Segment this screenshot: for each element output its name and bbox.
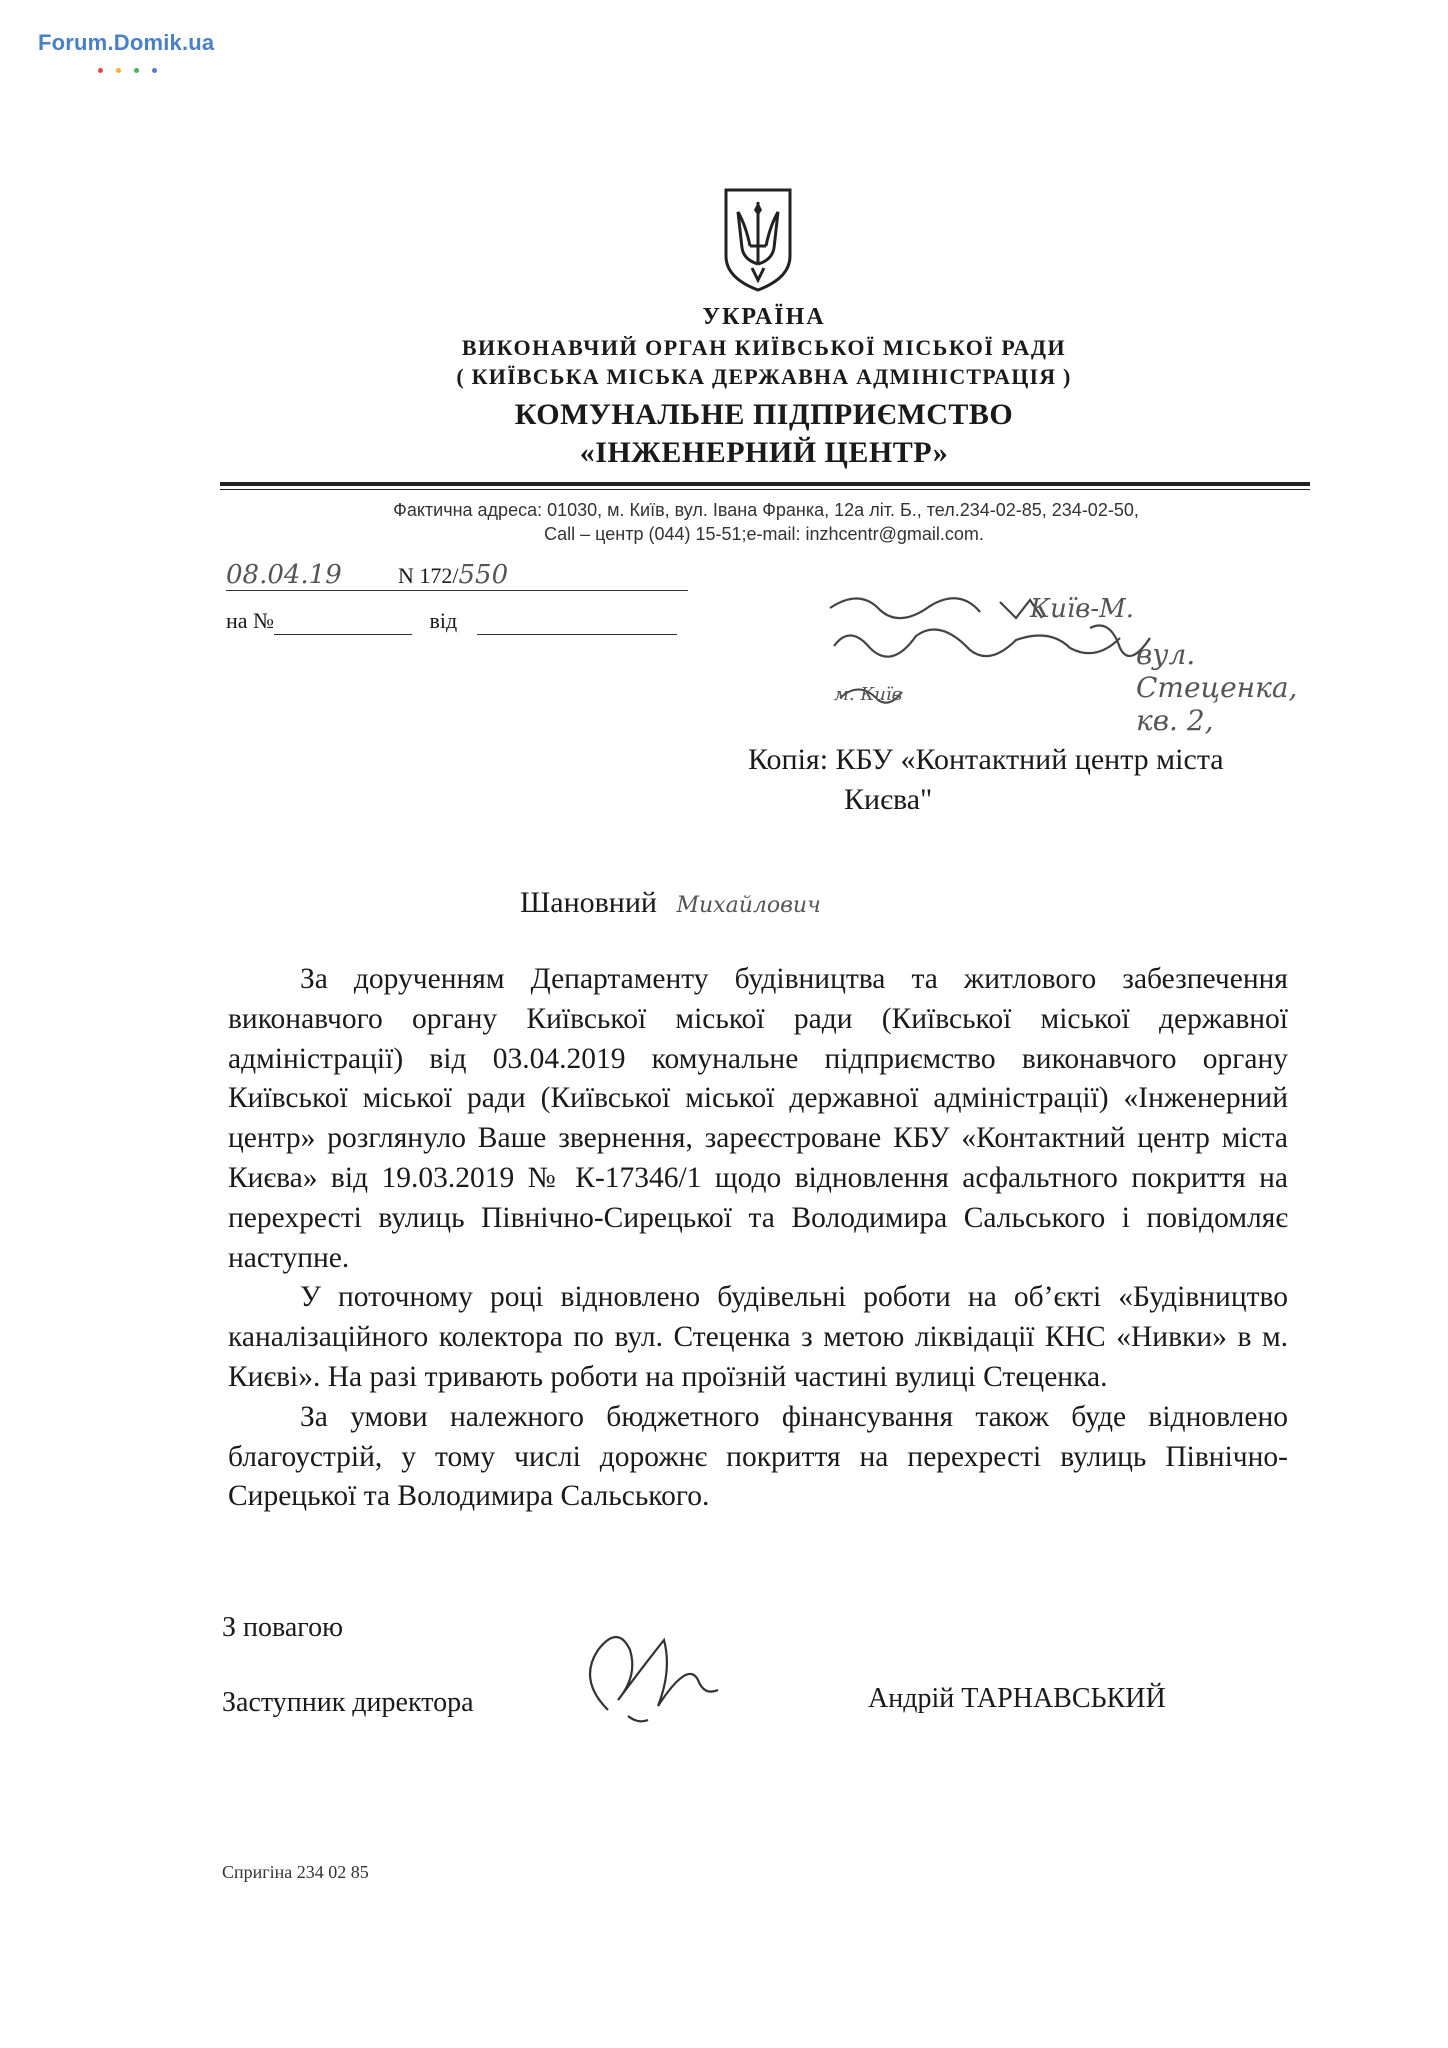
forum-watermark: Forum.Domik.ua — [38, 30, 215, 55]
signer-name: Андрій ТАРНАВСЬКИЙ — [868, 1683, 1166, 1714]
ref-date: 08.04.19 — [226, 560, 398, 591]
greeting — [520, 886, 821, 920]
regards: З повагою — [222, 1612, 343, 1643]
body-paragraph-2: У поточному році відновлено будівельні роботи на об’єкті «Будівництво каналізаційного колектора по вул. Стеценка з метою ліквідації КНС «Нивки» в м. Києві». На разі тривають роботи на проїзній частині вулиці Стеценка. — [228, 1281, 1288, 1393]
ref-number: 550 — [458, 560, 509, 590]
signer-position: Заступник директора — [222, 1687, 474, 1718]
header-organ: ВИКОНАВЧИЙ ОРГАН КИЇВСЬКОЇ МІСЬКОЇ РАДИ — [461, 335, 1067, 360]
body-text — [228, 960, 1288, 1517]
body-paragraph-1: За дорученням Департаменту будівництва та житлового забезпечення виконавчого органу Київської міської ради (Київської міської державної адміністрації) від 03.04.2019 комунальне підприємство виконавчого органу Київської міської ради (Київської міської державної адміністрації) «Інженерний центр» розглянуло Ваше звернення, зареєстроване КБУ «Контактний центр міста Києва» від 19.03.2019 № К-17346/1 щодо відновлення асфальтного покриття на перехресті вулиць Північно-Сирецької та Володимира Сальського і повідомляє наступне. — [228, 963, 1288, 1274]
trident-emblem-icon — [720, 186, 796, 299]
address-line-1: Фактична адреса: 01030, м. Київ, вул. Івана Франка, 12а літ. Б., тел.234-02-85, 234-02-50, — [393, 500, 1139, 520]
greeting-text: Шановний — [520, 886, 657, 919]
outgoing-ref-line — [226, 560, 688, 591]
handwritten-addressee — [820, 588, 1298, 737]
addressee-line-3: м. Київ — [834, 684, 903, 705]
from-label: від — [429, 608, 458, 633]
header-admin: ( КИЇВСЬКА МІСЬКА ДЕРЖАВНА АДМІНІСТРАЦІЯ ) — [456, 364, 1072, 389]
header-rule-thick — [220, 482, 1310, 486]
header-country: УКРАЇНА — [702, 304, 826, 330]
addressee-line-1: Київ-М. — [1030, 594, 1134, 624]
copy-recipient — [748, 740, 1224, 820]
header-company-name: «ІНЖЕНЕРНИЙ ЦЕНТР» — [579, 436, 949, 469]
header-rule-thin — [220, 489, 1310, 490]
executor-line: Спригіна 234 02 85 — [222, 1862, 369, 1882]
ref-number-label: N 172/ — [398, 563, 459, 588]
addressee-line-2: вул. Стеценка, кв. 2, — [1136, 638, 1298, 737]
address-line-2: Call – центр (044) 15-51;e-mail: inzhcentr@gmail.com. — [544, 524, 984, 544]
copy-line-2: Києва" — [844, 783, 933, 816]
watermark-dots — [98, 60, 170, 78]
handwritten-signature — [568, 1620, 738, 1735]
greeting-handwritten-name: Михайлович — [676, 893, 821, 918]
body-paragraph-3: За умови належного бюджетного фінансування також буде відновлено благоустрій, у тому числі дорожнє покриття на перехресті вулиць Північно-Сирецької та Володимира Сальського. — [228, 1400, 1288, 1513]
copy-line-1: Копія: КБУ «Контактний центр міста — [748, 743, 1224, 776]
to-no-label: на № — [226, 608, 275, 633]
header-company-type: КОМУНАЛЬНЕ ПІДПРИЄМСТВО — [514, 398, 1014, 431]
incoming-ref-line — [226, 608, 677, 635]
